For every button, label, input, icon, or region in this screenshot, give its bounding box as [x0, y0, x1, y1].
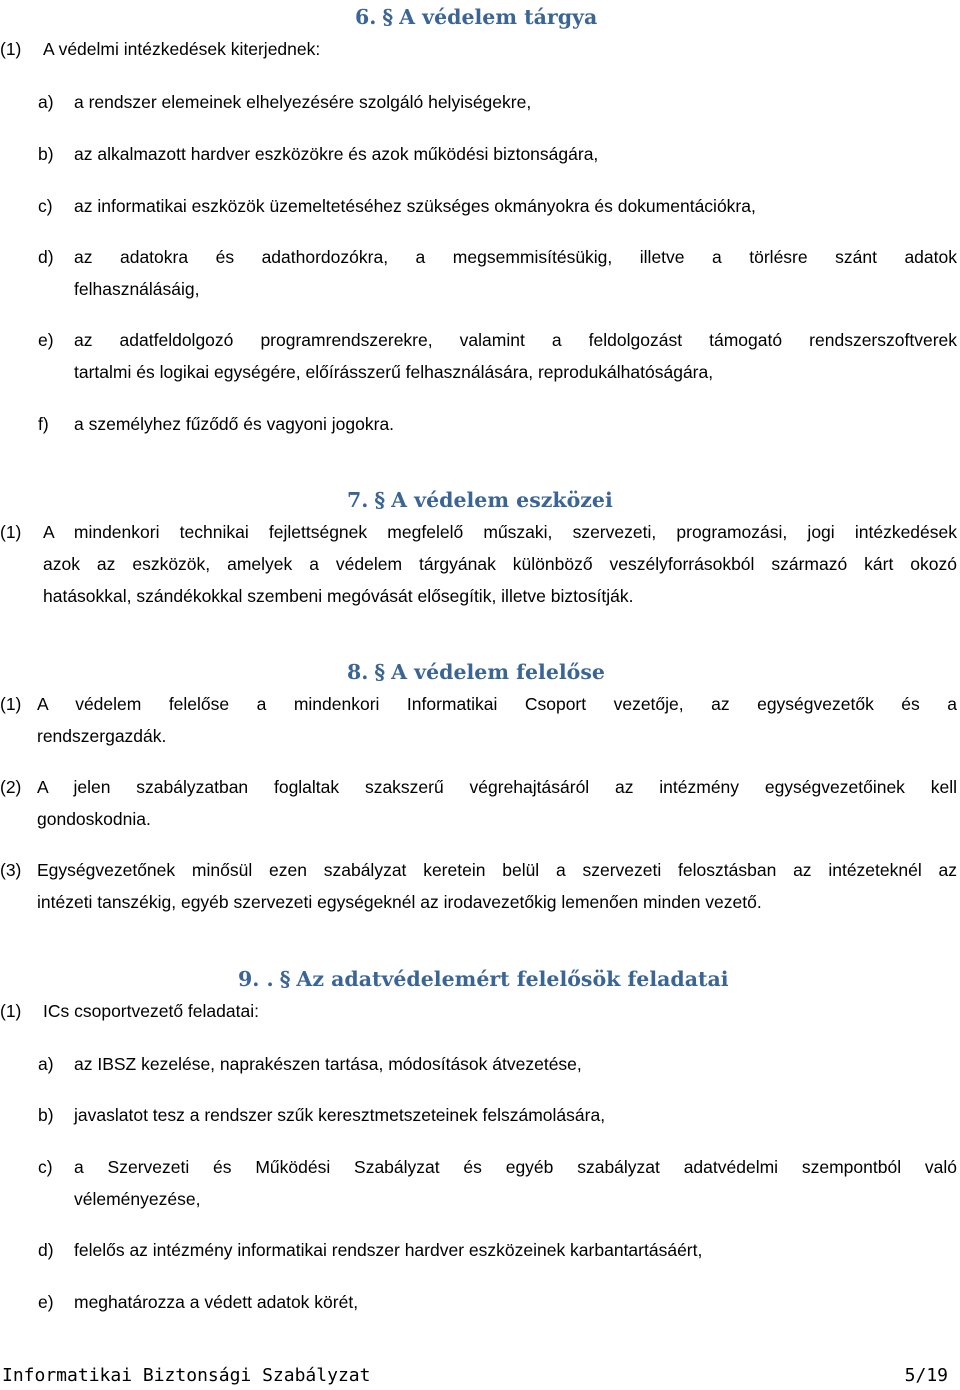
list-item-text: a személyhez fűződő és vagyoni jogokra. — [74, 414, 395, 434]
list-item-label: d) — [38, 1240, 54, 1260]
section-9-heading — [238, 969, 729, 990]
section-7-heading — [347, 490, 613, 511]
section-7-number: 7. — [347, 488, 369, 512]
paragraph-line: A jelen szabályzatban foglaltak szakszerű végrehajtásáról az intézmény egységvezetőinek kell — [37, 777, 957, 797]
section-8-title: A védelem felelőse — [391, 660, 605, 684]
list-item-label: b) — [38, 144, 54, 164]
section-6-intro-number: (1) — [0, 39, 22, 59]
list-item-label: a) — [38, 1054, 54, 1074]
list-item-label: e) — [38, 330, 54, 350]
paragraph-line: Egységvezetőnek minősül ezen szabályzat keretein belül a szervezeti felosztásban az intézeteknél az — [37, 860, 957, 880]
list-item-text: a rendszer elemeinek elhelyezésére szolgáló helyiségekre, — [74, 92, 532, 112]
paragraph-line: rendszergazdák. — [37, 726, 167, 746]
section-sign-6: § — [382, 5, 394, 29]
list-item-label: b) — [38, 1105, 54, 1125]
list-item-text: az informatikai eszközök üzemeltetéséhez szükséges okmányokra és dokumentációkra, — [74, 196, 756, 216]
list-item-label: f) — [38, 414, 49, 434]
list-item-text-continued: véleményezése, — [74, 1189, 201, 1209]
section-6-heading — [355, 7, 597, 28]
list-item-label: e) — [38, 1292, 54, 1312]
section-9-intro-text: ICs csoportvezető feladatai: — [43, 1001, 259, 1021]
list-item-text: az adatfeldolgozó programrendszerekre, valamint a feldolgozást támogató rendszerszoftverek — [74, 330, 957, 350]
list-item-label: d) — [38, 247, 54, 267]
list-item-text: az IBSZ kezelése, naprakészen tartása, módosítások átvezetése, — [74, 1054, 582, 1074]
paragraph-line: intézeti tanszékig, egyéb szervezeti egységeknél az irodavezetőkig lemenően minden vezető. — [37, 892, 762, 912]
paragraph-line: hatásokkal, szándékokkal szembeni megóvását elősegítik, illetve biztosítják. — [43, 586, 634, 606]
list-item-text: a Szervezeti és Működési Szabályzat és egyéb szabályzat adatvédelmi szempontból való — [74, 1157, 957, 1177]
footer-page-number: 5/19 — [904, 1365, 948, 1386]
paragraph-line: azok az eszközök, amelyek a védelem tárgyának különböző veszélyforrásokból származó kárt okozó — [43, 554, 957, 574]
list-item-label: c) — [38, 196, 53, 216]
section-8-heading — [347, 662, 605, 683]
paragraph-number: (3) — [0, 860, 22, 880]
list-item-text: meghatározza a védett adatok körét, — [74, 1292, 359, 1312]
list-item-text: felelős az intézmény informatikai rendszer hardver eszközeinek karbantartásáért, — [74, 1240, 703, 1260]
list-item-text: az adatokra és adathordozókra, a megsemmisítésükig, illetve a törlésre szánt adatok — [74, 247, 957, 267]
section-9-intro-number: (1) — [0, 1001, 22, 1021]
section-6-title: A védelem tárgya — [399, 5, 598, 29]
section-8-number: 8. — [347, 660, 369, 684]
paragraph-line: gondoskodnia. — [37, 809, 151, 829]
list-item-label: a) — [38, 92, 54, 112]
section-sign-9: § — [279, 967, 291, 991]
list-item-text-continued: felhasználásáig, — [74, 279, 200, 299]
paragraph-number: (2) — [0, 777, 22, 797]
section-sign-8: § — [374, 660, 386, 684]
section-6-intro-text: A védelmi intézkedések kiterjednek: — [43, 39, 321, 59]
section-9-number: 9. . — [238, 967, 274, 991]
paragraph-number: (1) — [0, 522, 22, 542]
list-item-text: javaslatot tesz a rendszer szűk keresztmetszeteinek felszámolására, — [74, 1105, 606, 1125]
paragraph-line: A védelem felelőse a mindenkori Informatikai Csoport vezetője, az egységvezetők és a — [37, 694, 957, 714]
paragraph-line: A mindenkori technikai fejlettségnek megfelelő műszaki, szervezeti, programozási, jogi intézkedések — [43, 522, 957, 542]
list-item-text: az alkalmazott hardver eszközökre és azok működési biztonságára, — [74, 144, 599, 164]
section-6-number: 6. — [355, 5, 377, 29]
footer-document-title: Informatikai Biztonsági Szabályzat — [2, 1365, 371, 1386]
section-9-title: Az adatvédelemért felelősök feladatai — [296, 967, 729, 991]
list-item-text-continued: tartalmi és logikai egységére, előírásszerű felhasználására, reprodukálhatóságára, — [74, 362, 714, 382]
list-item-label: c) — [38, 1157, 53, 1177]
paragraph-number: (1) — [0, 694, 22, 714]
section-7-title: A védelem eszközei — [391, 488, 613, 512]
section-sign-7: § — [374, 488, 386, 512]
